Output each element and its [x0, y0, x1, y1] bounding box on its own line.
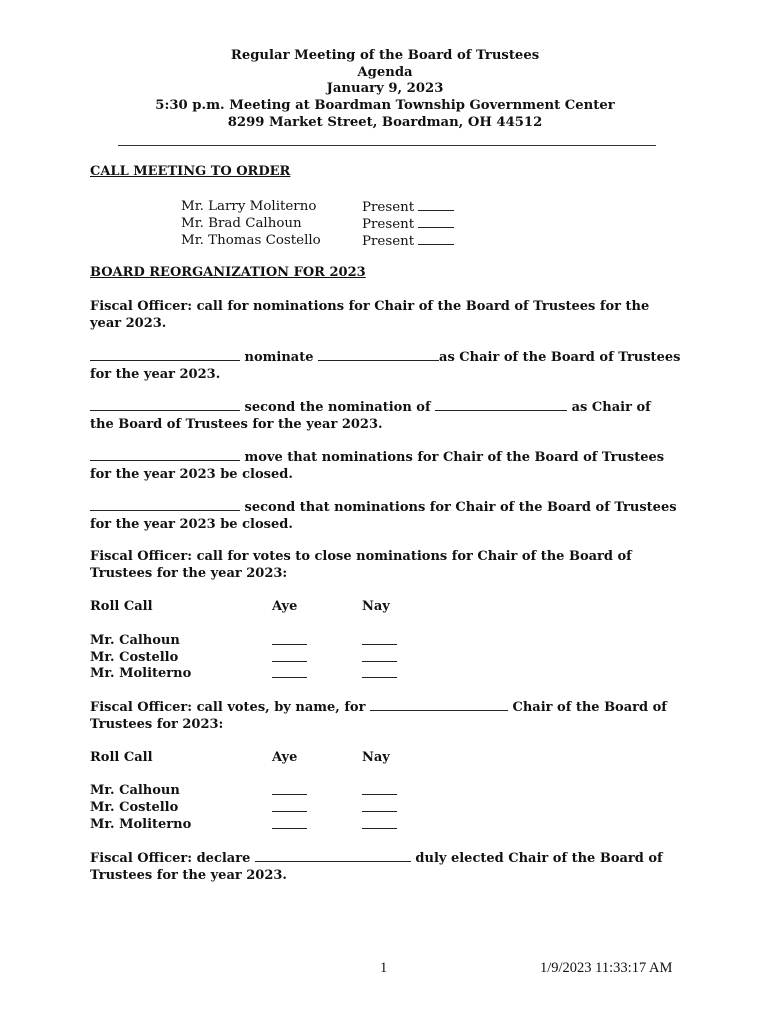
roll-call-member-3: Mr. Moliterno	[90, 817, 192, 832]
attendance-status-2: Present	[362, 215, 454, 233]
nay-blank	[362, 799, 397, 812]
nay-header-1: Nay	[362, 599, 390, 614]
roll-call-member-1: Mr. Calhoun	[90, 783, 180, 798]
header-divider	[118, 145, 656, 146]
nominate-paragraph: nominate as Chair of the Board of Trustees for the year 2023.	[90, 350, 681, 382]
roll-call-member-2: Mr. Costello	[90, 800, 179, 815]
attendance-status-3: Present	[362, 232, 454, 250]
roll-call-member-2: Mr. Costello	[90, 650, 179, 665]
nay-blank	[362, 632, 397, 645]
meeting-date: January 9, 2023	[326, 81, 444, 97]
aye-blank	[272, 665, 307, 678]
meeting-title: Regular Meeting of the Board of Trustees	[230, 48, 540, 63]
attendance-name-2: Mr. Brad Calhoun	[181, 216, 302, 231]
meeting-address: 8299 Market Street, Boardman, OH 44512	[227, 114, 543, 130]
aye-header-1: Aye	[272, 599, 298, 614]
aye-blank	[272, 632, 307, 645]
call-votes-paragraph: Fiscal Officer: call votes, by name, for Chair of the Board of Trustees for 2023:	[90, 700, 667, 732]
roll-call-label-2: Roll Call	[90, 750, 153, 765]
attendance-name-1: Mr. Larry Moliterno	[181, 199, 317, 214]
aye-blank	[272, 816, 307, 829]
call-to-order-heading: CALL MEETING TO ORDER	[90, 164, 291, 179]
agenda-label: Agenda	[357, 64, 413, 80]
reorganization-heading: BOARD REORGANIZATION FOR 2023	[90, 265, 366, 280]
declare-elected-paragraph: Fiscal Officer: declare duly elected Chair of the Board of Trustees for the year 2023.	[90, 851, 663, 883]
meeting-time-location: 5:30 p.m. Meeting at Boardman Township Government Center	[155, 98, 615, 114]
roll-call-member-3: Mr. Moliterno	[90, 666, 192, 681]
close-nominations-vote-paragraph: Fiscal Officer: call for votes to close nominations for Chair of the Board of Trustees for the year 2023:	[90, 549, 632, 581]
close-nominations-motion-paragraph: move that nominations for Chair of the Board of Trustees for the year 2023 be closed.	[90, 450, 665, 482]
agenda-header	[0, 48, 770, 132]
attendance-name-3: Mr. Thomas Costello	[181, 233, 321, 248]
aye-blank	[272, 799, 307, 812]
nay-blank	[362, 816, 397, 829]
roll-call-member-1: Mr. Calhoun	[90, 633, 180, 648]
nominations-call-paragraph: Fiscal Officer: call for nominations for Chair of the Board of Trustees for the year 2023.	[90, 299, 650, 331]
aye-blank	[272, 782, 307, 795]
print-timestamp: 1/9/2023 11:33:17 AM	[540, 960, 673, 976]
nay-blank	[362, 782, 397, 795]
aye-header-2: Aye	[272, 750, 298, 765]
attendance-status-1: Present	[362, 198, 454, 216]
aye-blank	[272, 649, 307, 662]
page-number: 1	[380, 960, 388, 976]
second-nomination-paragraph: second the nomination of as Chair of the Board of Trustees for the year 2023.	[90, 400, 651, 432]
nay-blank	[362, 649, 397, 662]
roll-call-label-1: Roll Call	[90, 599, 153, 614]
second-close-nominations-paragraph: second that nominations for Chair of the Board of Trustees for the year 2023 be closed.	[90, 500, 677, 532]
nay-blank	[362, 665, 397, 678]
nay-header-2: Nay	[362, 750, 390, 765]
